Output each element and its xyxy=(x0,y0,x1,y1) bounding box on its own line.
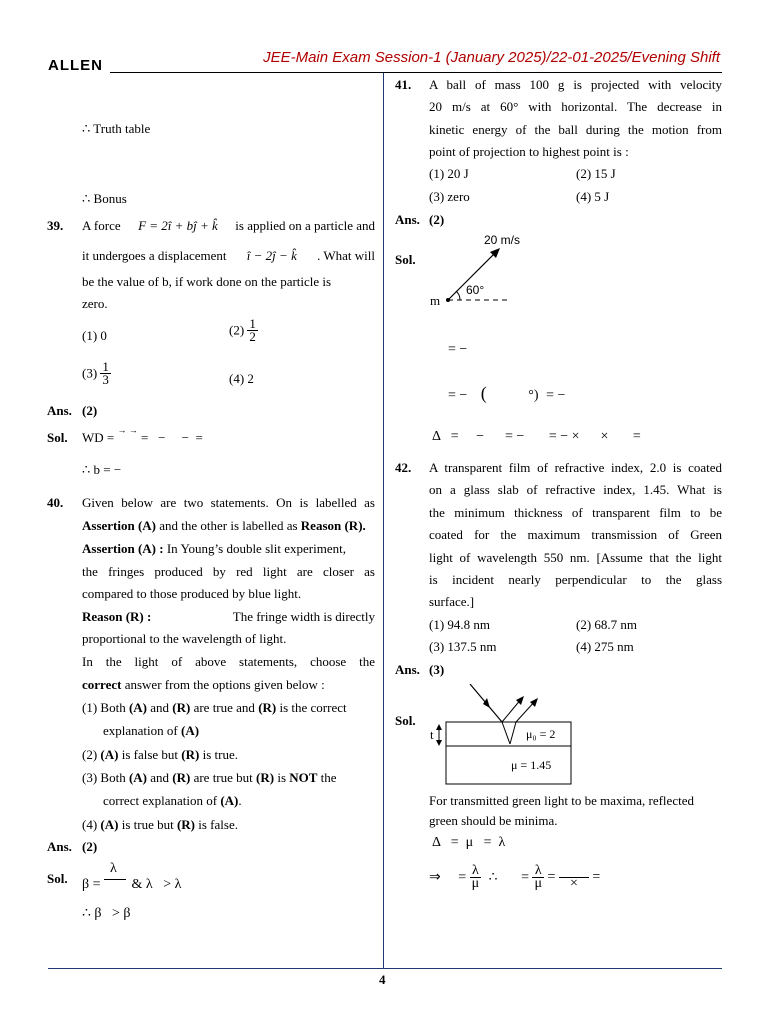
t: (R) xyxy=(258,700,277,715)
q40-instruction: answer from the options given below : xyxy=(121,677,325,692)
t: is the correct xyxy=(276,700,347,715)
q40-correct-word: correct xyxy=(82,677,122,692)
t: °) xyxy=(528,388,539,403)
t: (R) xyxy=(256,770,275,785)
fraction-num: 1 xyxy=(102,359,109,374)
page-number: 4 xyxy=(379,972,386,987)
q40-line-3 xyxy=(82,540,346,558)
question-39-line-1 xyxy=(82,217,375,235)
q40-solution-line-1 xyxy=(82,861,182,894)
t: correct explanation of xyxy=(103,793,221,808)
velocity-label: 20 m/s xyxy=(484,233,521,247)
t: (R) xyxy=(172,770,191,785)
q41-equation-3: Δ = − = − = − × × = xyxy=(432,429,641,444)
q40-line-7: proportional to the wavelength of light. xyxy=(82,631,287,646)
q39-option-3 xyxy=(82,361,111,386)
q40-line-4: the fringes produced by red light are closer as xyxy=(82,564,375,579)
frac-num: λ xyxy=(532,865,544,878)
t: (A) xyxy=(100,817,119,832)
t: the xyxy=(317,770,337,785)
t: (R) xyxy=(176,817,196,832)
q41-solution-label: Sol. xyxy=(395,252,416,267)
t: = − xyxy=(448,388,468,403)
t: is false. xyxy=(195,817,238,832)
thickness-arrow-bottom xyxy=(436,740,442,746)
q40-option-3 xyxy=(82,769,337,787)
q40-solution-label: Sol. xyxy=(47,871,68,886)
q39-text-d: . What will xyxy=(317,248,375,263)
angle-arc xyxy=(456,291,460,300)
question-40-number: 40. xyxy=(47,495,64,510)
t: and xyxy=(147,700,173,715)
q39-solution-label: Sol. xyxy=(47,430,68,445)
lambda-over-mu xyxy=(470,865,482,890)
q41-option-2: (2) 15 J xyxy=(576,166,616,181)
q41-equation-2 xyxy=(448,384,565,405)
q40-line-1: Given below are two statements. On is labelled as xyxy=(82,495,375,510)
exam-title: JEE-Main Exam Session-1 (January 2025)/22-01-2025/Evening Shift xyxy=(263,49,720,66)
q41-line-2: 20 m/s at 60° with horizontal. The decrease in xyxy=(429,99,722,114)
force-vector: F = 2î + bĵ + k̂ xyxy=(138,218,218,233)
q41-answer-value: (2) xyxy=(429,212,445,227)
q40-beta: β = xyxy=(82,877,101,892)
q40-answer-value: (2) xyxy=(82,839,98,854)
q42-path-difference: Δ = μ = λ xyxy=(432,835,506,850)
angle-label: 60° xyxy=(466,283,485,297)
q40-text: and the other is labelled as xyxy=(156,518,301,533)
implies-arrow: ⇒ xyxy=(429,870,441,885)
q40-option-4 xyxy=(82,816,238,834)
fraction-den: 3 xyxy=(102,372,109,387)
q42-option-2: (2) 68.7 nm xyxy=(576,617,638,632)
frac-den: μ xyxy=(471,876,480,891)
q40-relation: & λ > λ xyxy=(131,877,182,892)
brand-logo: ALLEN xyxy=(48,57,103,74)
question-39-line-3: be the value of b, if work done on the particle is xyxy=(82,274,332,289)
glass-slab xyxy=(446,746,571,784)
t: = xyxy=(521,869,529,885)
q39-text-b: is applied on a particle and xyxy=(235,218,375,233)
glass-refractive-index: μ = 1.45 xyxy=(511,758,552,772)
frac-num: λ xyxy=(470,865,482,878)
t: (R) xyxy=(172,700,191,715)
q41-line-4: point of projection to highest point is : xyxy=(429,144,629,159)
t: (1) Both xyxy=(82,700,129,715)
q42-option-1: (1) 94.8 nm xyxy=(429,617,491,632)
q42-solution-label: Sol. xyxy=(395,713,416,728)
q40-reason-term: Reason (R). xyxy=(300,518,366,533)
q42-answer-value: (3) xyxy=(429,662,445,677)
q39-option-2 xyxy=(229,318,258,343)
q39-option-2-label: (2) xyxy=(229,322,245,338)
q42-solution-text-2: green should be minima. xyxy=(429,813,558,828)
t: and xyxy=(147,770,173,785)
refracted-ray-1 xyxy=(502,722,510,744)
t: is true. xyxy=(199,747,238,762)
q40-reason-label: Reason (R) : xyxy=(82,609,152,624)
truth-table-text: ∴ Truth table xyxy=(82,121,151,136)
t: = xyxy=(547,869,556,885)
q42-solution-text-1: For transmitted green light to be maxima, reflected xyxy=(429,793,694,808)
t: (4) xyxy=(82,817,101,832)
t: . xyxy=(238,793,242,808)
question-39-line-2 xyxy=(82,247,375,265)
fraction-one-half xyxy=(247,318,258,343)
q40-fraction-bar xyxy=(104,879,126,880)
thickness-arrow-top xyxy=(436,724,442,730)
q42-thickness-equation xyxy=(429,865,600,890)
frac-den: μ xyxy=(534,876,542,891)
t: (A) xyxy=(128,770,147,785)
q40-answer-label: Ans. xyxy=(47,839,72,854)
q42-line-1: A transparent film of refractive index, 2.0 is coated xyxy=(429,460,722,475)
q42-line-4: coated for the maximum transmission of Green xyxy=(429,527,722,542)
question-39-line-4: zero. xyxy=(82,296,108,311)
q39-option-3-label: (3) xyxy=(82,365,98,381)
q39-answer-value: (2) xyxy=(82,403,98,418)
q42-line-3: the minimum thickness of transparent film to be xyxy=(429,505,722,520)
q40-assertion-term: Assertion (A) xyxy=(82,518,157,533)
t: (A) xyxy=(220,793,239,808)
mass-label: m xyxy=(430,293,441,308)
t: (A) xyxy=(128,700,147,715)
t: ( xyxy=(480,383,487,403)
q41-equation-1: = − xyxy=(448,342,468,357)
q42-line-6: is incident nearly perpendicular to the glass xyxy=(429,572,722,587)
q42-line-2: on a glass slab of refractive index, 1.45. What is xyxy=(429,482,722,497)
q41-option-1: (1) 20 J xyxy=(429,166,469,181)
q40-assertion-text: In Young’s double slit experiment, xyxy=(163,541,346,556)
t: = − xyxy=(546,388,566,403)
column-divider xyxy=(383,73,384,968)
refracted-ray-2 xyxy=(510,722,516,744)
q40-lambda: λ xyxy=(110,861,117,876)
film-refractive-index: μ₀ = 2 xyxy=(526,727,556,741)
t: is true but xyxy=(118,817,177,832)
q40-option-3-cont xyxy=(103,792,242,810)
q41-answer-label: Ans. xyxy=(395,212,420,227)
t: are true and xyxy=(190,700,259,715)
q42-line-5: light of wavelength 550 nm. [Assume that the light xyxy=(429,550,722,565)
q40-solution-line-2: ∴ β > β xyxy=(82,906,131,921)
q41-line-1: A ball of mass 100 g is projected with velocity xyxy=(429,77,722,92)
q40-line-8: In the light of above statements, choose the xyxy=(82,654,375,669)
q39-option-1: (1) 0 xyxy=(82,328,107,343)
therefore: ∴ xyxy=(488,870,498,885)
q40-assertion-label: Assertion (A) : xyxy=(82,541,164,556)
q39-wd-rest: = − − = xyxy=(141,430,203,445)
t: = xyxy=(458,869,467,885)
lambda-over-mu-2 xyxy=(532,865,544,890)
ball-point xyxy=(446,298,450,302)
q40-option-1 xyxy=(82,699,347,717)
q41-option-3: (3) zero xyxy=(429,189,470,204)
q39-vector-arrows: → → xyxy=(117,425,138,435)
fraction-den: 2 xyxy=(249,329,256,344)
q40-line-5: compared to those produced by blue light. xyxy=(82,586,302,601)
t: NOT xyxy=(289,770,318,785)
question-41-number: 41. xyxy=(395,77,412,92)
t: are true but xyxy=(190,770,257,785)
t: (R) xyxy=(181,747,200,762)
q39-wd: WD = xyxy=(82,430,115,445)
q40-line-6 xyxy=(82,608,375,626)
t: (A) xyxy=(180,723,200,738)
q42-option-4: (4) 275 nm xyxy=(576,639,634,654)
t: (3) Both xyxy=(82,770,129,785)
t: explanation of xyxy=(103,723,181,738)
q39-text-c: it undergoes a displacement xyxy=(82,248,227,263)
t: is xyxy=(274,770,290,785)
q40-reason-text: The fringe width is directly xyxy=(232,609,375,624)
q42-answer-label: Ans. xyxy=(395,662,420,677)
t: is false but xyxy=(118,747,182,762)
footer-rule xyxy=(48,968,722,969)
question-39-number: 39. xyxy=(47,218,64,233)
q40-line-9 xyxy=(82,676,325,694)
header-rule xyxy=(110,72,722,73)
q40-option-2 xyxy=(82,746,238,764)
q39-option-4: (4) 2 xyxy=(229,371,254,386)
thickness-label: t xyxy=(430,727,434,742)
q39-solution-line-1 xyxy=(82,425,203,448)
q41-option-4: (4) 5 J xyxy=(576,189,610,204)
fraction-one-third xyxy=(100,361,111,386)
t: (A) xyxy=(100,747,119,762)
q41-line-3: kinetic energy of the ball during the motion from xyxy=(429,122,722,137)
t: = xyxy=(592,869,601,885)
question-42-number: 42. xyxy=(395,460,412,475)
q40-line-2 xyxy=(82,517,366,535)
fraction-num: 1 xyxy=(249,316,256,331)
q40-option-1-cont xyxy=(103,722,199,740)
numeric-fraction xyxy=(559,865,589,890)
frac-den: × xyxy=(569,876,578,891)
q40-lambda-fraction xyxy=(104,861,128,888)
bonus-text: ∴ Bonus xyxy=(82,191,127,206)
q39-text-a: A force xyxy=(82,218,121,233)
q42-option-3: (3) 137.5 nm xyxy=(429,639,497,654)
displacement-vector: î − 2ĵ − k̂ xyxy=(246,248,297,263)
t: (2) xyxy=(82,747,101,762)
q42-line-7: surface.] xyxy=(429,594,475,609)
q39-solution-line-2: ∴ b = − xyxy=(82,462,122,477)
q39-answer-label: Ans. xyxy=(47,403,72,418)
incident-arrow-head xyxy=(483,698,490,708)
